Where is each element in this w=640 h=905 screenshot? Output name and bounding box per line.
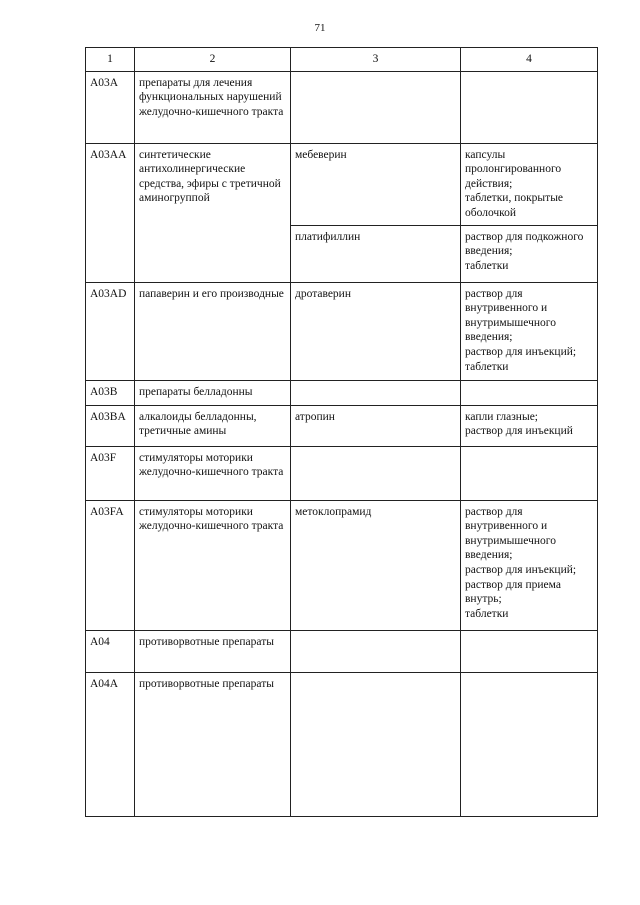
group-name: противорвотные препараты xyxy=(135,672,291,816)
group-name: синтетические антихолинергические средства, эфиры с третичной аминогруппой xyxy=(135,143,291,282)
drug-name xyxy=(291,630,461,672)
group-name: противорвотные препараты xyxy=(135,630,291,672)
group-name: препараты белладонны xyxy=(135,380,291,405)
atc-code: A03AD xyxy=(86,282,135,380)
atc-code: A03AA xyxy=(86,143,135,282)
dosage-form xyxy=(461,380,598,405)
dosage-form xyxy=(461,630,598,672)
page-number: 71 xyxy=(314,22,326,34)
table-row xyxy=(86,446,598,500)
column-header: 1 xyxy=(86,48,135,72)
dosage-form: капсулы пролонгированного действия; таблетки, покрытые оболочкой xyxy=(461,143,598,225)
atc-code: A03B xyxy=(86,380,135,405)
table-row xyxy=(86,380,598,405)
header-row xyxy=(86,48,598,72)
drug-name xyxy=(291,672,461,816)
dosage-form: капли глазные; раствор для инъекций xyxy=(461,405,598,446)
drug-table xyxy=(85,47,598,817)
group-name: папаверин и его производные xyxy=(135,282,291,380)
group-name: стимуляторы моторики желудочно-кишечного тракта xyxy=(135,446,291,500)
drug-name: атропин xyxy=(291,405,461,446)
column-header: 3 xyxy=(291,48,461,72)
dosage-form: раствор для внутривенного и внутримышечного введения; раствор для инъекций; таблетки xyxy=(461,282,598,380)
group-name: стимуляторы моторики желудочно-кишечного тракта xyxy=(135,500,291,630)
drug-name xyxy=(291,380,461,405)
group-name: алкалоиды белладонны, третичные амины xyxy=(135,405,291,446)
table-row xyxy=(86,71,598,143)
drug-name xyxy=(291,446,461,500)
column-header: 2 xyxy=(135,48,291,72)
table-row xyxy=(86,405,598,446)
dosage-form xyxy=(461,446,598,500)
dosage-form xyxy=(461,672,598,816)
table-row xyxy=(86,500,598,630)
group-name: препараты для лечения функциональных нарушений желудочно-кишечного тракта xyxy=(135,71,291,143)
table-row xyxy=(86,143,598,225)
table-row xyxy=(86,282,598,380)
atc-code: A03F xyxy=(86,446,135,500)
atc-code: A03A xyxy=(86,71,135,143)
dosage-form: раствор для подкожного введения; таблетки xyxy=(461,225,598,282)
drug-name: дротаверин xyxy=(291,282,461,380)
table-row xyxy=(86,672,598,816)
drug-name: платифиллин xyxy=(291,225,461,282)
drug-name xyxy=(291,71,461,143)
drug-name: мебеверин xyxy=(291,143,461,225)
dosage-form: раствор для внутривенного и внутримышечного введения; раствор для инъекций; раствор для приема внутрь; таблетки xyxy=(461,500,598,630)
atc-code: A03FA xyxy=(86,500,135,630)
dosage-form xyxy=(461,71,598,143)
atc-code: A04A xyxy=(86,672,135,816)
drug-name: метоклопрамид xyxy=(291,500,461,630)
atc-code: A03BA xyxy=(86,405,135,446)
atc-code: A04 xyxy=(86,630,135,672)
column-header: 4 xyxy=(461,48,598,72)
table-row xyxy=(86,630,598,672)
